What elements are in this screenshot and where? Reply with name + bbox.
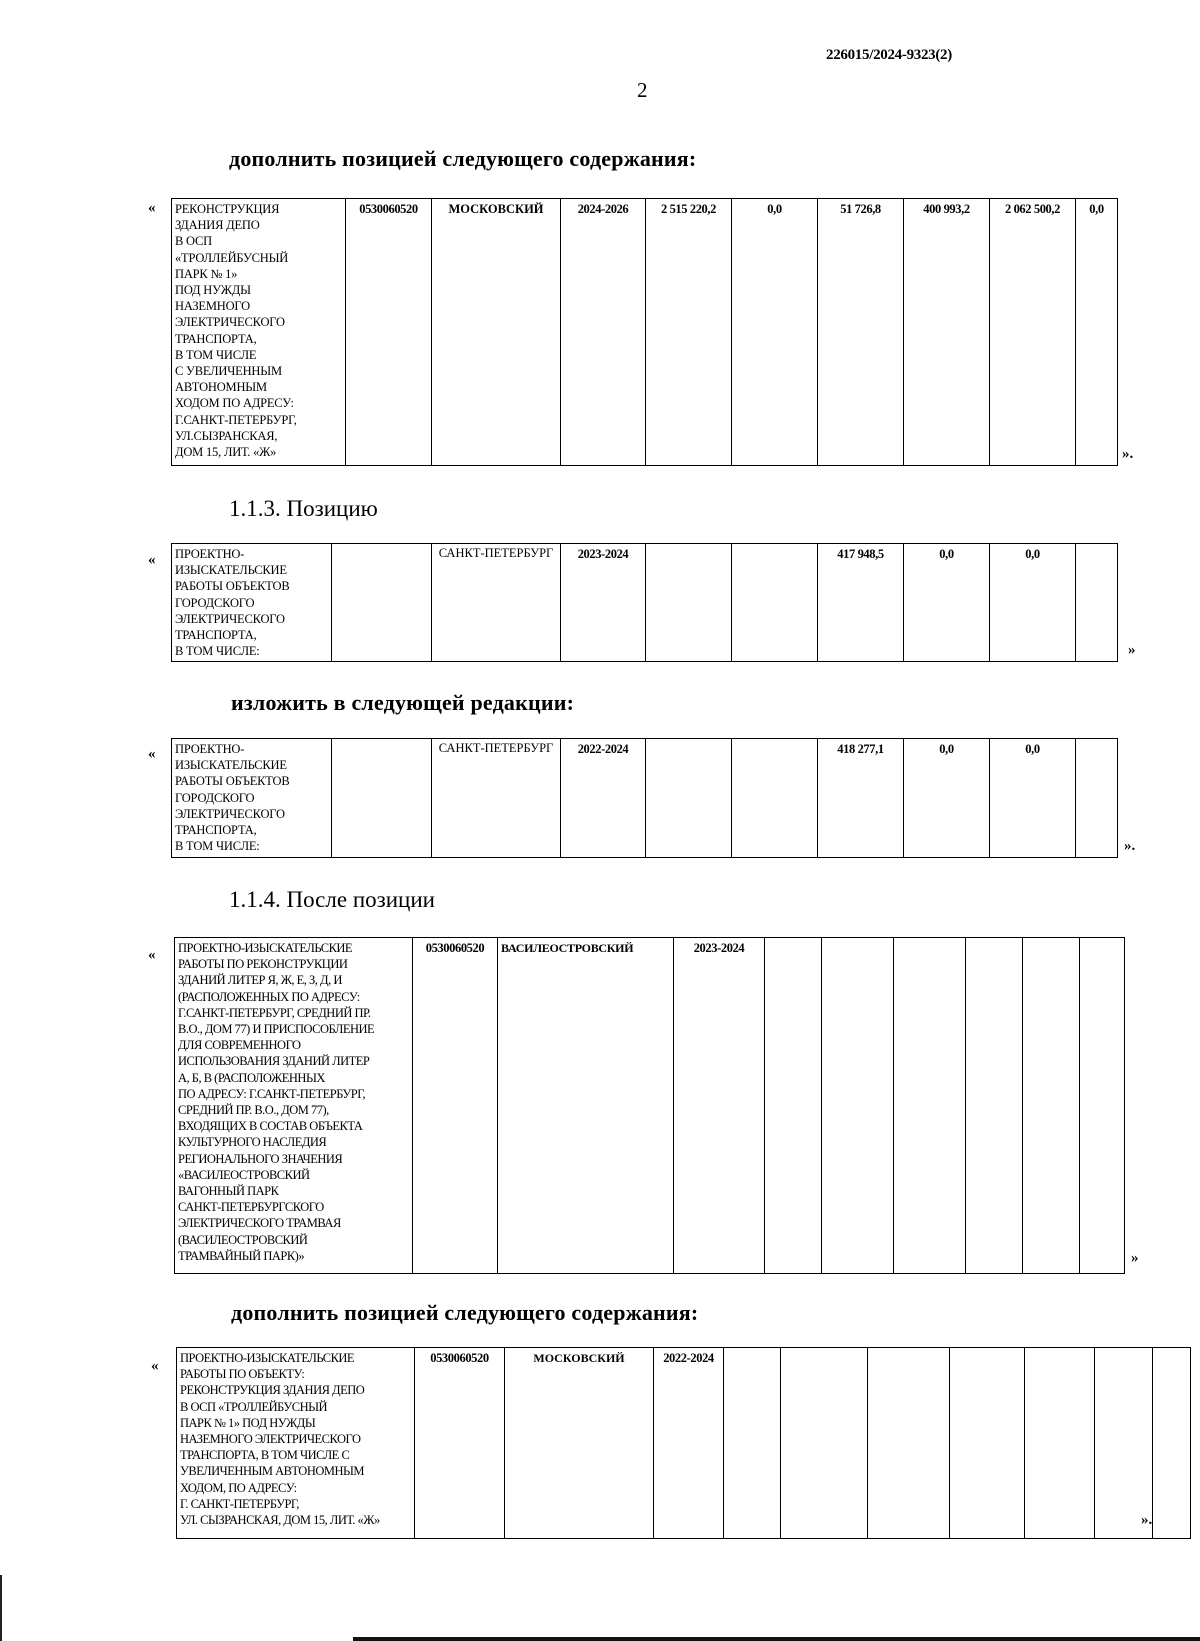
value-cell — [781, 1348, 868, 1539]
name-line: УЛ. СЫЗРАНСКАЯ, ДОМ 15, ЛИТ. «Ж» — [180, 1513, 380, 1528]
name-line: ГОРОДСКОГО — [175, 595, 255, 610]
table-block-2 — [171, 543, 1118, 662]
name-line: ИЗЫСКАТЕЛЬСКИЕ — [175, 563, 287, 578]
name-line: В ТОМ ЧИСЛЕ — [175, 347, 257, 362]
budget-code-cell: 0530060520 — [346, 199, 432, 466]
name-line: В ТОМ ЧИСЛЕ: — [175, 839, 260, 854]
quote-open-2: « — [148, 552, 156, 568]
name-line: УВЕЛИЧЕННЫМ АВТОНОМНЫМ — [180, 1464, 365, 1479]
value-cell: 0,0 — [904, 739, 990, 858]
name-line: Г. САНКТ-ПЕТЕРБУРГ, — [180, 1496, 299, 1511]
name-line: ПРОЕКТНО- — [175, 547, 245, 561]
period-cell: 2022-2024 — [654, 1348, 724, 1539]
table-row — [175, 938, 1125, 1274]
value-cell — [1023, 938, 1080, 1274]
name-line: ХОДОМ, ПО АДРЕСУ: — [180, 1480, 297, 1495]
name-line: А, Б, В (РАСПОЛОЖЕННЫХ — [178, 1070, 325, 1085]
name-line: РЕКОНСТРУКЦИЯ ЗДАНИЯ ДЕПО — [180, 1383, 365, 1398]
value-cell: 0,0 — [1076, 199, 1118, 466]
value-cell: 0,0 — [904, 544, 990, 662]
object-name-cell — [172, 739, 332, 858]
total-cost-cell — [646, 544, 732, 662]
budget-code-cell — [332, 739, 432, 858]
name-line: РАБОТЫ ПО РЕКОНСТРУКЦИИ — [178, 957, 348, 972]
name-line: ЭЛЕКТРИЧЕСКОГО — [175, 611, 285, 626]
name-line: ПОД НУЖДЫ — [175, 283, 251, 298]
table-row — [172, 544, 1118, 662]
period-cell: 2024-2026 — [561, 199, 646, 466]
name-line: ИЗЫСКАТЕЛЬСКИЕ — [175, 758, 287, 773]
total-cost-cell: 2 515 220,2 — [646, 199, 732, 466]
name-line: УЛ.СЫЗРАНСКАЯ, — [175, 428, 278, 443]
value-cell — [1076, 739, 1118, 858]
object-name-cell — [172, 544, 332, 662]
value-cell — [966, 938, 1023, 1274]
name-line: В ОСП — [175, 234, 213, 249]
name-line: ПРОЕКТНО-ИЗЫСКАТЕЛЬСКИЕ — [178, 941, 353, 955]
value-cell — [894, 938, 966, 1274]
section-1-1-3: 1.1.3. Позицию — [229, 496, 378, 521]
value-cell: 51 726,8 — [818, 199, 904, 466]
value-cell: 0,0 — [732, 199, 818, 466]
period-cell: 2023-2024 — [674, 938, 765, 1274]
quote-open-3: « — [148, 746, 156, 762]
name-line: ЭЛЕКТРИЧЕСКОГО — [175, 315, 285, 330]
name-line: РЕКОНСТРУКЦИЯ — [175, 202, 280, 216]
name-line: РАБОТЫ ОБЪЕКТОВ — [175, 579, 290, 594]
value-cell — [1076, 544, 1118, 662]
table-row — [177, 1348, 1191, 1539]
value-cell: 0,0 — [990, 739, 1076, 858]
name-line: ДОМ 15, ЛИТ. «Ж» — [175, 445, 277, 460]
name-line: С УВЕЛИЧЕННЫМ — [175, 364, 282, 379]
quote-open-5: « — [151, 1358, 159, 1374]
quote-close-5: ». — [1141, 1512, 1153, 1528]
name-line: В ТОМ ЧИСЛЕ: — [175, 644, 260, 659]
name-line: В.О., ДОМ 77) И ПРИСПОСОБЛЕНИЕ — [178, 1022, 375, 1037]
quote-close-3: ». — [1124, 838, 1136, 854]
value-cell — [868, 1348, 950, 1539]
name-line: ЗДАНИЙ ЛИТЕР Я, Ж, Е, З, Д, И — [178, 973, 342, 988]
value-cell — [1025, 1348, 1095, 1539]
section-1-1-4: 1.1.4. После позиции — [229, 887, 435, 912]
period-cell: 2022-2024 — [561, 739, 646, 858]
name-line: ТРАНСПОРТА, — [175, 823, 257, 838]
value-cell: 417 948,5 — [818, 544, 904, 662]
table-block-3 — [171, 738, 1118, 858]
table-block-5 — [176, 1347, 1191, 1539]
district-cell: ВАСИЛЕОСТРОВСКИЙ — [498, 938, 674, 1274]
value-cell — [950, 1348, 1025, 1539]
heading-add-position-1: дополнить позицией следующего содержания: — [229, 146, 697, 171]
name-line: Г.САНКТ-ПЕТЕРБУРГ, СРЕДНИЙ ПР. — [178, 1005, 371, 1020]
name-line: «ТРОЛЛЕЙБУСНЫЙ — [175, 250, 289, 265]
value-cell — [822, 938, 894, 1274]
name-line: «ВАСИЛЕОСТРОВСКИЙ — [178, 1167, 310, 1182]
quote-close-4: » — [1131, 1250, 1139, 1266]
name-line: (РАСПОЛОЖЕННЫХ ПО АДРЕСУ: — [178, 989, 360, 1004]
name-line: РАБОТЫ ОБЪЕКТОВ — [175, 774, 290, 789]
name-line: КУЛЬТУРНОГО НАСЛЕДИЯ — [178, 1135, 327, 1150]
name-line: РАБОТЫ ПО ОБЪЕКТУ: — [180, 1367, 305, 1382]
district-cell: МОСКОВСКИЙ — [432, 199, 561, 466]
name-line: ПРОЕКТНО-ИЗЫСКАТЕЛЬСКИЕ — [180, 1351, 355, 1365]
budget-code-cell — [332, 544, 432, 662]
value-cell — [765, 938, 822, 1274]
name-line: ЗДАНИЯ ДЕПО — [175, 218, 260, 233]
document-number: 226015/2024-9323(2) — [826, 47, 952, 63]
budget-code-cell: 0530060520 — [413, 938, 498, 1274]
table-block-4 — [174, 937, 1125, 1274]
district-cell: МОСКОВСКИЙ — [505, 1348, 654, 1539]
value-cell — [1095, 1348, 1153, 1539]
heading-new-edition: изложить в следующей редакции: — [231, 690, 575, 715]
page-number: 2 — [637, 78, 648, 102]
object-name-cell — [175, 938, 413, 1274]
scan-edge-mark — [0, 1575, 2, 1641]
name-line: ИСПОЛЬЗОВАНИЯ ЗДАНИЙ ЛИТЕР — [178, 1054, 370, 1069]
name-line: ЭЛЕКТРИЧЕСКОГО ТРАМВАЯ — [178, 1216, 341, 1231]
name-line: ПАРК № 1» — [175, 266, 238, 281]
name-line: ВАГОННЫЙ ПАРК — [178, 1184, 279, 1199]
name-line: ВХОДЯЩИХ В СОСТАВ ОБЪЕКТА — [178, 1119, 363, 1134]
object-name-cell — [177, 1348, 415, 1539]
total-cost-cell — [646, 739, 732, 858]
district-cell: САНКТ-ПЕТЕРБУРГ — [432, 544, 561, 662]
name-line: АВТОНОМНЫМ — [175, 380, 267, 395]
name-line: ТРАНСПОРТА, — [175, 331, 257, 346]
value-cell: 0,0 — [990, 544, 1076, 662]
value-cell: 400 993,2 — [904, 199, 990, 466]
object-name-cell — [172, 199, 346, 466]
value-cell — [732, 739, 818, 858]
name-line: ДЛЯ СОВРЕМЕННОГО — [178, 1038, 301, 1053]
name-line: НАЗЕМНОГО — [175, 299, 250, 314]
name-line: ТРАМВАЙНЫЙ ПАРК)» — [178, 1248, 305, 1263]
budget-code-cell: 0530060520 — [415, 1348, 505, 1539]
name-line: ЭЛЕКТРИЧЕСКОГО — [175, 806, 285, 821]
name-line: ПАРК № 1» ПОД НУЖДЫ — [180, 1415, 316, 1430]
name-line: ТРАНСПОРТА, — [175, 628, 257, 643]
name-line: (ВАСИЛЕОСТРОВСКИЙ — [178, 1232, 308, 1247]
name-line: САНКТ-ПЕТЕРБУРГСКОГО — [178, 1200, 324, 1215]
value-cell — [1080, 938, 1125, 1274]
district-cell: САНКТ-ПЕТЕРБУРГ — [432, 739, 561, 858]
name-line: ПРОЕКТНО- — [175, 742, 245, 756]
name-line: ХОДОМ ПО АДРЕСУ: — [175, 396, 294, 411]
name-line: Г.САНКТ-ПЕТЕРБУРГ, — [175, 412, 297, 427]
value-cell — [724, 1348, 781, 1539]
name-line: РЕГИОНАЛЬНОГО ЗНАЧЕНИЯ — [178, 1151, 343, 1166]
name-line: ГОРОДСКОГО — [175, 790, 255, 805]
quote-close-1: ». — [1122, 446, 1134, 462]
quote-open-1: « — [148, 200, 156, 216]
table-row — [172, 199, 1118, 466]
value-cell — [1153, 1348, 1191, 1539]
name-line: В ОСП «ТРОЛЛЕЙБУСНЫЙ — [180, 1399, 328, 1414]
scan-bottom-border — [353, 1637, 1200, 1641]
name-line: ПО АДРЕСУ: Г.САНКТ-ПЕТЕРБУРГ, — [178, 1086, 366, 1101]
quote-open-4: « — [148, 947, 156, 963]
value-cell: 2 062 500,2 — [990, 199, 1076, 466]
table-row — [172, 739, 1118, 858]
period-cell: 2023-2024 — [561, 544, 646, 662]
name-line: СРЕДНИЙ ПР. В.О., ДОМ 77), — [178, 1103, 329, 1118]
heading-add-position-2: дополнить позицией следующего содержания: — [231, 1300, 699, 1325]
table-block-1 — [171, 198, 1118, 466]
value-cell — [732, 544, 818, 662]
name-line: ТРАНСПОРТА, В ТОМ ЧИСЛЕ С — [180, 1448, 350, 1463]
name-line: НАЗЕМНОГО ЭЛЕКТРИЧЕСКОГО — [180, 1432, 361, 1447]
quote-close-2: » — [1128, 642, 1136, 658]
value-cell: 418 277,1 — [818, 739, 904, 858]
